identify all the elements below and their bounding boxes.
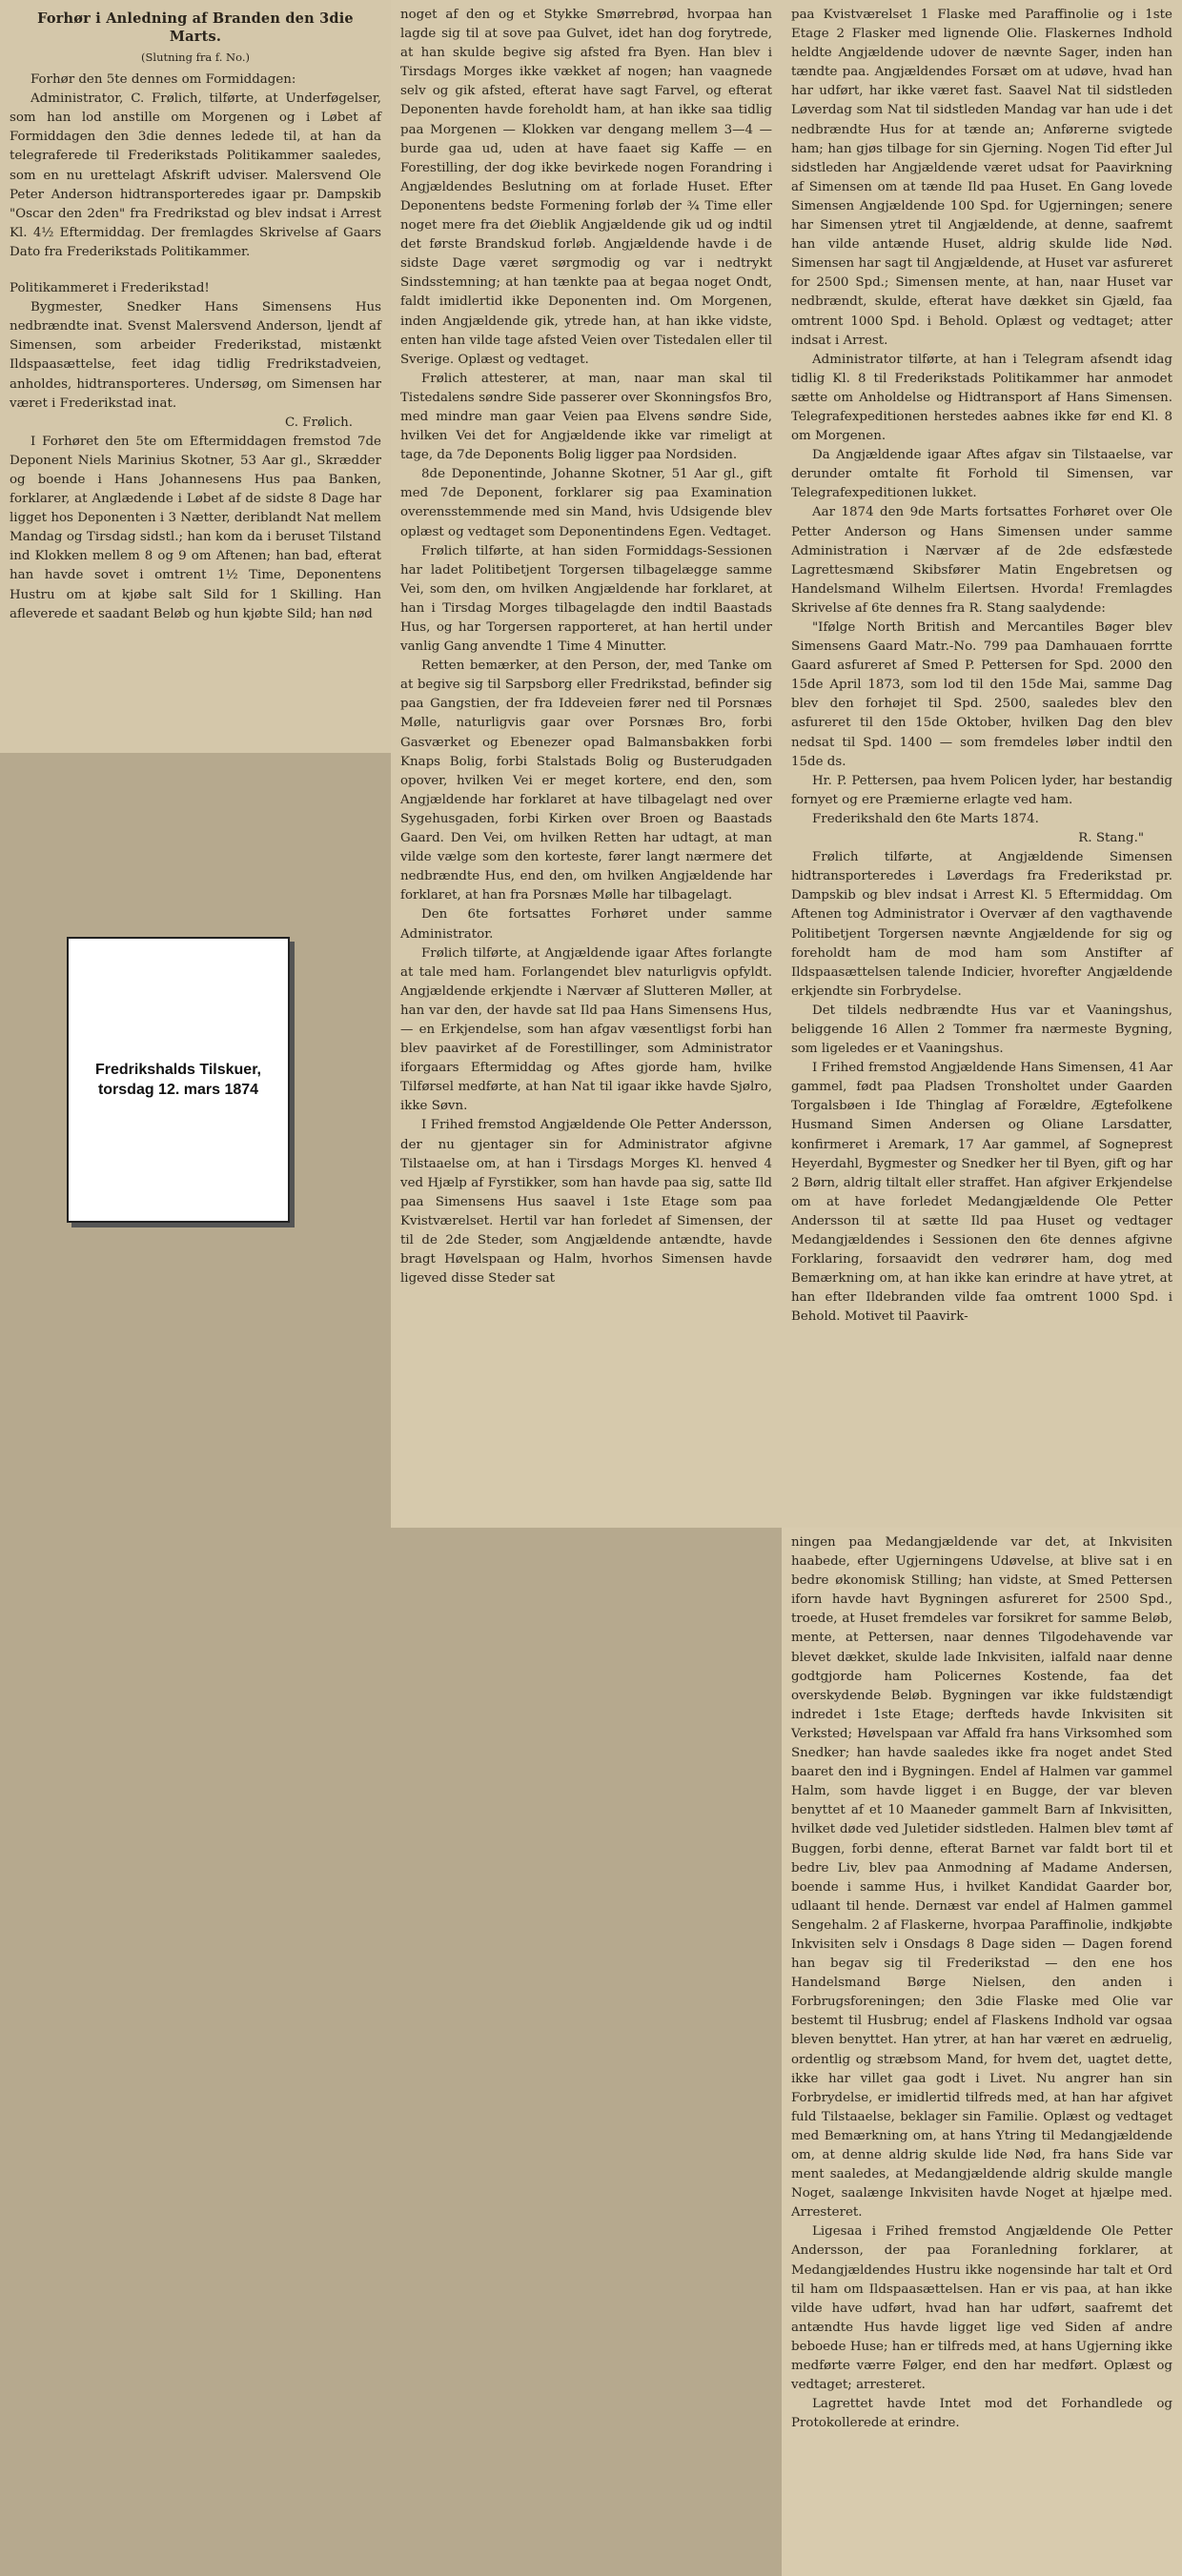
paragraph: Ligesaa i Frihed fremstod Angjældende Ole Petter Andersson, der paa Foranledning forklarer, at Medangjældendes Hustru ikke nogensinde har talt et Ord til ham om Ildspaasættelsen. Han er vis paa, at han ikke vilde have udført, hvad han har udført, saafremt det antændte Hus havde ligget lige ved Siden af andre beboede Huse; han er tilfreds med, at hans Ugjerning ikke medførte værre Følger, end den har medført. Oplæst og vedtaget; arresteret. bbox=[791, 2224, 1172, 2393]
paragraph: Aar 1874 den 9de Marts fortsattes Forhøret over Ole Petter Anderson og Hans Simensen under samme Administration i Nærvær af de 2de edsfæstede Lagrettesmænd Skibsfører Matin Engebretsen og Handelsmand Wilhelm Eilertsen. Hvorda! Fremlagdes Skrivelse af 6te dennes fra R. Stang saalydende: bbox=[791, 505, 1172, 616]
signature: R. Stang." bbox=[1078, 831, 1144, 846]
paragraph: Frølich tilførte, at han siden Formiddags-Sessionen har ladet Politibetjent Torgersen tilbagelægge samme Vei, som den, om hvilken Angjældende har forklaret, at han i Tirsdag Morges tilbagelagde den indtil Baastads Hus, og har Torgersen rapporteret, at han hertil under vanlig Gang anvendte 1 Time 4 Minutter. bbox=[400, 543, 772, 655]
paragraph: noget af den og et Stykke Smørrebrød, hvorpaa han lagde sig til at sove paa Gulvet, idet han dog forytrede, at han skulde begive sig afsted fra Byen. Han blev i Tirsdags Morges ikke vækket af nogen; han vaagnede selv og gik afsted, efterat have sagt Farvel, og efterat Deponenten havde foreholdt ham, at han ikke saa tidlig paa Morgenen — Klokken var dengang mellem 3—4 — burde gaa ud, uden at have faaet sig Kaffe — en Forestilling, der dog ikke bevirkede nogen Forandring i Angjældendes Beslutning om at forlade Huset. Efter Deponentens bedste Formening forløb der ¾ Time eller noget mere fra det Øieblik Angjældende gik ud og indtil det første Brandskud forløb. Angjældende havde i de sidste Dage været sørgmodig og var i nedtrykt Sindsstemning; at han tænkte paa at begaa noget Ondt, faldt imidlertid ikke Deponenten ind. Om Morgenen, inden Angjældende gik, ytrede han, at han ikke vidste, enten han vilde tage afsted Veien over Tistedalen eller til Sverige. Oplæst og vedtaget. bbox=[400, 8, 772, 367]
paragraph: Frølich tilførte, at Angjældende igaar Aftes forlangte at tale med ham. Forlangendet blev naturligvis opfyldt. Angjældende erkjendte i Nærvær af Slutteren Møller, at han var den, der havde sat Ild paa Hans Simensens Hus, — en Erkjendelse, som han afgav væsentligst forbi han blev paavirket af de Forestillinger, som Administrator iforgaars Eftermiddag og Aftes gjorde ham, hvilke Tilførsel medførte, at han Nat til igaar ikke havde Sjølro, ikke Søvn. bbox=[400, 945, 772, 1114]
article-title: Forhør i Anledning af Branden den 3die Marts. bbox=[37, 10, 354, 45]
article-subtitle: (Slutning fra f. No.) bbox=[141, 51, 250, 64]
article-column-1 bbox=[0, 0, 391, 753]
paragraph: I Frihed fremstod Angjældende Ole Petter Andersson, der nu gjentager sin for Administrator afgivne Tilstaaelse om, at han i Tirsdags Morges Kl. henved 4 ved Hjælp af Fyrstikker, som han havde paa sig, satte Ild paa Simensens Hus saavel i 1ste Etage som paa Kvistværelset. Hertil var han forledet af Simensen, der til de 2de Steder, som Angjældende antændte, havde bragt Høvelspaan og Halm, hvorhos Simensen havde ligeved disse Steder sat bbox=[400, 1118, 772, 1287]
quoted-letter: "Ifølge North British and Mercantiles Bøger blev Simensens Gaard Matr.-No. 799 paa Damhauaen forrtte Gaard asfureret af Smed P. Pettersen for Spd. 2000 den 15de April 1873, som lod til den 15de Mai, samme Dag blev den forhøjet til Spd. 2500, saaledes blev den asfureret til den 15de Oktober, hvilken Dag den blev nedsat til Spd. 1400 — som fremdeles løber indtil den 15de ds. bbox=[791, 620, 1172, 769]
paragraph: Retten bemærker, at den Person, der, med Tanke om at begive sig til Sarpsborg eller Fredrikstad, befinder sig paa Gangstien, der fra Iddeveien fører ned til Porsnæs Mølle, naturligvis gaar over Porsnæs Bro, forbi Gasværket og Ebenezer opad Balmansbakken forbi Knaps Bolig, forbi Stalstads Bolig og Busterudgaden opover, hvilken Vei er meget kortere, end den, som Angjældende har forklaret at have tilbagelagt ned over Sygehusgaden, forbi Kirken over Broen og Baastads Gaard. Den Vei, om hvilken Retten har udtagt, at man vilde vælge som den korteste, fører langt nærmere det nedbrændte Hus, end den, om hvilken Angjældende har forklaret, at han fra Porsnæs Mølle har tilbagelagt. bbox=[400, 659, 772, 903]
paragraph: Hr. P. Pettersen, paa hvem Policen lyder, har bestandig fornyet og ere Præmierne erlagte ved ham. bbox=[791, 773, 1172, 807]
paragraph: I Forhøret den 5te om Eftermiddagen fremstod 7de Deponent Niels Marinius Skotner, 53 Aar gl., Skrædder og boende i Hans Johannesens Hus paa Banken, forklarer, at Anglædende i Løbet af de sidste 8 Dage har ligget hos Deponenten i 3 Nætter, deriblandt Nat mellem Mandag og Tirsdag sidstl.; han kom da i beruset Tilstand ind Klokken mellem 8 og 9 om Aftenen; han bad, efterat han havde sovet i omtrent 1½ Time, Deponentens Hustru om at kjøbe salt Sild for 1 Skilling. Han afleverede et saadant Beløb og hun kjøbte Sild; han nød bbox=[10, 434, 381, 621]
paragraph: ningen paa Medangjældende var det, at Inkvisiten haabede, efter Ugjerningens Udøvelse, at blive sat i en bedre økonomisk Stilling; han vidste, at Smed Pettersen iforn havde havt Bygningen asfureret for 2500 Spd., troede, at Huset fremdeles var forsikret for samme Beløb, mente, at Pettersen, naar dennes Tilgodehavende var blevet dækket, skulde lade Inkvisiten, ialfald naar denne godtgjorde ham Policernes Kostende, faa det overskydende Beløb. Bygningen var ikke fuldstændigt indredet i 1ste Etage; derfteds havde Inkvisiten sit Verksted; Høvelspaan var Affald fra hans Virksomhed som Snedker; han havde saaledes ikke fra noget andet Sted baaret den ind i Bygningen. Endel af Halmen var gammel Halm, som havde ligget i en Bugge, der var bleven benyttet af et 10 Maaneder gammelt Barn af Inkvisitten, hvilket døde ved Juletider sidstleden. Halmen blev tømt af Buggen, forbi denne, efterat Barnet var faldt bort til et bedre Liv, blev paa Anmodning af Madame Andersen, boende i samme Hus, i hvilket Kandidat Gaarder bor, udlaant til hende. Dernæst var endel af Halmen gammel Sengehalm. 2 af Flaskerne, hvorpaa Paraffinolie, indkjøbte Inkvisiten selv i Onsdags 8 Dage siden — Dagen forend han begav sig til Frederikstad — den ene hos Handelsmand Børge Nielsen, den anden i Forbrugsforeningen; den 3die Flaske med Olie var bestemt til Husbrug; endel af Flaskens Indhold var ogsaa bleven benyttet. Han ytrer, at han har været en ædruelig, ordentlig og stræbsom Mand, for hvem det, uagtet dette, ikke har villet gaa godt i Livet. Nu angrer han sin Forbrydelse, er imidlertid tilfreds med, at han har afgivet fuld Tilstaaelse, beklager sin Familie. Oplæst og vedtaget med Bemærkning om, at hans Ytring til Medangjældende om, at denne aldrig skulde lide Nød, fra hans Side var ment saaledes, at Medangjældende aldrig skulde mangle Noget, saalænge Inkvisiten havde Noget at hjælpe med. Arresteret. bbox=[791, 1535, 1172, 2221]
publication-date: torsdag 12. mars 1874 bbox=[97, 1082, 259, 1098]
signature: C. Frølich. bbox=[285, 415, 353, 430]
paragraph: 8de Deponentinde, Johanne Skotner, 51 Aar gl., gift med 7de Deponent, forklarer sig paa Examination overensstemmende med sin Mand, hvis Udsigende blev oplæst og vedtaget som Deponentindens Egen. Vedtaget. bbox=[400, 467, 772, 539]
paragraph: I Frihed fremstod Angjældende Hans Simensen, 41 Aar gammel, født paa Pladsen Tronsholtet under Gaarden Torgalsbøen i Ide Thinglag af Forældre, Ægtefolkene Husmand Simen Andersen og Oliane Larsdatter, konfirmeret i Aremark, 17 Aar gammel, af Sogneprest Heyerdahl, Bygmester og Snedker her til Byen, gift og har 2 Børn, aldrig tiltalt eller straffet. Han afgiver Erkjendelse om at have forledet Medangjældende Ole Petter Andersson til at sætte Ild paa Huset og vedtager Medangjældendes i Sessionen den 6te dennes afgivne Forklaring, forsaavidt den vedrører ham, dog med Bemærkning om, at han ikke kan erindre at have ytret, at han efter Ildebranden vilde faa omtrent 1000 Spd. i Behold. Motivet til Paavirk- bbox=[791, 1061, 1172, 1325]
paragraph: Det tildels nedbrændte Hus var et Vaaningshus, beliggende 16 Allen 2 Tommer fra nærmeste Bygning, som ligeledes er et Vaaningshus. bbox=[791, 1003, 1172, 1057]
article-column-3 bbox=[782, 0, 1182, 1528]
letter-date: Frederikshald den 6te Marts 1874. bbox=[812, 811, 1039, 826]
paragraph: Forhør den 5te dennes om Formiddagen: bbox=[31, 72, 296, 88]
newspaper-name: Fredrikshalds Tilskuer, bbox=[94, 1062, 261, 1078]
paragraph: Administrator, C. Frølich, tilførte, at Underføgelser, som han lod anstille om Morgenen og i Løbet af Formiddagen den 3die dennes ledede til, at han da telegraferede til Frederikstads Politikammer saaledes, som en nu urettelagt Afskrift udviser. Malersvend Ole Peter Anderson hidtransporteredes igaar pr. Dampskib "Oscar den 2den" fra Fredrikstad og blev indsat i Arrest Kl. 4½ Eftermiddag. Der fremlagdes Skrivelse af Gaars Dato fra Frederikstads Politikammer. bbox=[10, 91, 381, 259]
source-label bbox=[67, 937, 290, 1223]
article-column-2 bbox=[391, 0, 782, 1528]
paragraph: Lagrettet havde Intet mod det Forhandlede og Protokollerede at erindre. bbox=[791, 2397, 1172, 2431]
article-column-4 bbox=[782, 1528, 1182, 2576]
paragraph: paa Kvistværelset 1 Flaske med Paraffinolie og i 1ste Etage 2 Flasker med lignende Olie. Flaskernes Indhold heldte Angjældende udover de nævnte Sager, inden han tændte paa. Angjældendes Forsæt om at udøve, hvad han har udført, har ikke været fast. Saavel Nat til sidstleden Løverdag som Nat til sidstleden Mandag var han ude i det nedbrændte Hus for at tænde an; Anførerne svigtede ham; han gjøs tilbage for sin Gjerning. Nogen Tid efter Jul sidstleden har Angjældende været udsat for Paavirkning af Simensen om at tænde Ild paa Huset. En Gang lovede Simensen Angjældende 100 Spd. for Ugjerningen; senere har Simensen ytret til Angjældende, at denne, saafremt han vilde antænde Huset, aldrig skulde lide Nød. Simensen har sagt til Angjældende, at Huset var asfureret for 2500 Spd.; Simensen mente, at han, naar Huset var nedbrændt, skulde, efterat have dækket sin Gjæld, faa omtrent 1000 Spd. i Behold. Oplæst og vedtaget; atter indsat i Arrest. bbox=[791, 8, 1172, 348]
telegram-heading: Politikammeret i Frederikstad! bbox=[10, 281, 210, 296]
paragraph: Bygmester, Snedker Hans Simensens Hus nedbrændte inat. Svenst Malersvend Anderson, ljendt af Simensen, som arbeider Frederikstad, mistænkt Ildspaasættelse, feet idag tidlig Fredrikstadveien, anholdes, hidtransporteres. Undersøg, om Simensen har været i Frederikstad inat. bbox=[10, 300, 381, 411]
paragraph: Frølich attesterer, at man, naar man skal til Tistedalens søndre Side passerer over Skonningsfos Bro, med mindre man gaar Veien paa Elvens søndre Side, hvilken Vei det for Angjældende ikke var rimeligt at tage, da 7de Deponents Bolig ligger paa Nordsiden. bbox=[400, 371, 772, 463]
paragraph: Administrator tilførte, at han i Telegram afsendt idag tidlig Kl. 8 til Frederikstads Politikammer har anmodet sætte om Anholdelse og Hidtransport af Hans Simensen. Telegrafexpeditionen herstedes aabnes ikke før end Kl. 8 om Morgenen. bbox=[791, 352, 1172, 444]
paragraph: Den 6te fortsattes Forhøret under samme Administrator. bbox=[400, 907, 772, 942]
paragraph: Frølich tilførte, at Angjældende Simensen hidtransporteredes i Løverdags fra Frederikstad pr. Dampskib og blev indsat i Arrest Kl. 5 Eftermiddag. Om Aftenen tog Administrator i Overvær af den vagthavende Politibetjent Torgersen nævnte Angjældende for sig og foreholdt ham de mod ham som Anstifter af Ildspaasættelsen talende Indicier, hvorefter Angjældende erkjendte sin Forbrydelse. bbox=[791, 850, 1172, 999]
paragraph: Da Angjældende igaar Aftes afgav sin Tilstaaelse, var derunder omtalte fit Forhold til Simensen, var Telegrafexpeditionen lukket. bbox=[791, 448, 1172, 501]
